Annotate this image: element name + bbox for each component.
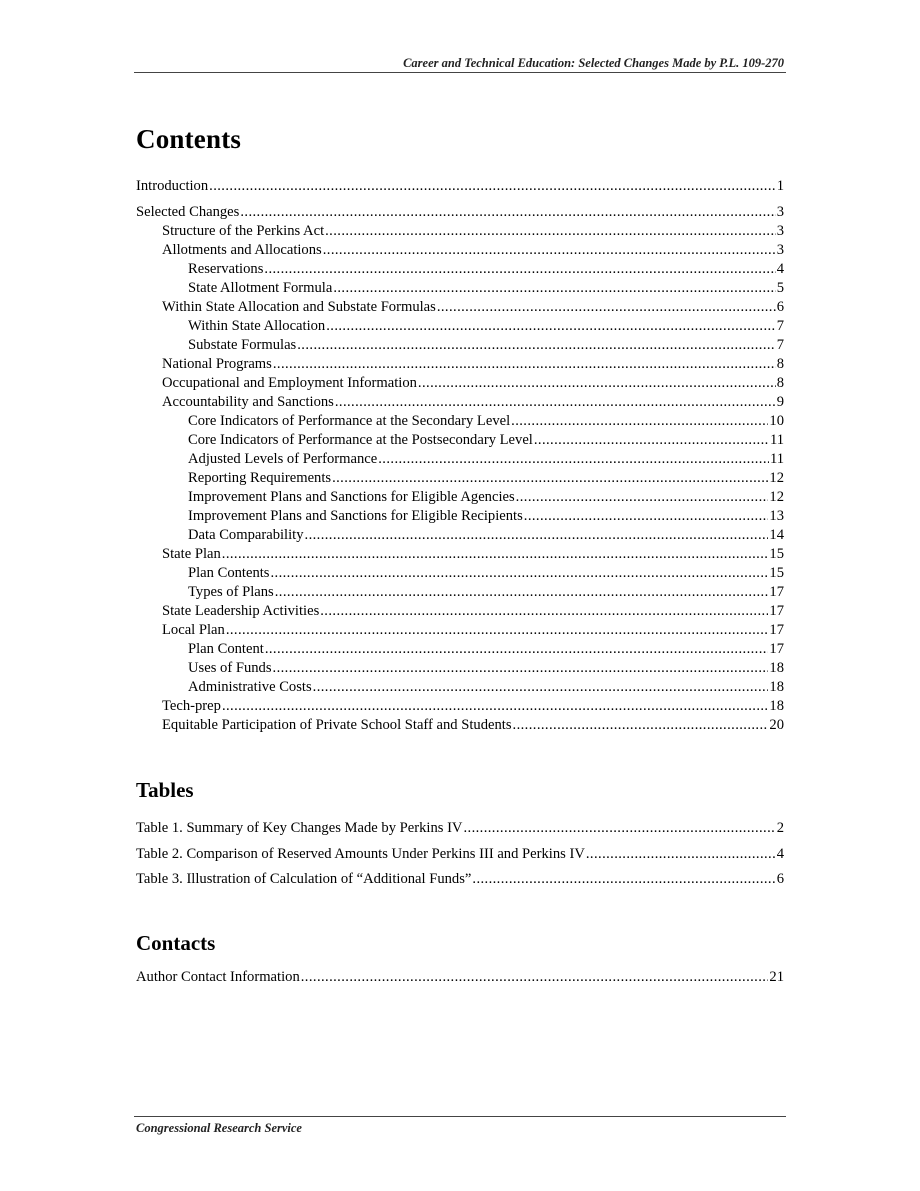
toc-entry-title: State Leadership Activities xyxy=(162,603,320,619)
toc-entry-page: 1 xyxy=(776,178,784,194)
toc-entry-page: 8 xyxy=(776,375,784,391)
toc-entry[interactable] xyxy=(136,374,784,393)
toc-entry[interactable] xyxy=(136,279,784,298)
dot-leader xyxy=(222,697,768,716)
toc-entry[interactable] xyxy=(136,507,784,526)
toc-entry-title: Within State Allocation xyxy=(188,318,326,334)
toc-entry[interactable] xyxy=(136,393,784,412)
toc-entry[interactable] xyxy=(136,678,784,697)
toc-entry-page: 17 xyxy=(769,622,784,638)
toc-entry-title: Plan Contents xyxy=(188,565,270,581)
toc-entry-title: Substate Formulas xyxy=(188,337,297,353)
toc-entry-title: Uses of Funds xyxy=(188,660,272,676)
dot-leader xyxy=(586,842,776,868)
toc-entry[interactable] xyxy=(136,203,784,222)
toc-entry[interactable] xyxy=(136,317,784,336)
toc-entry[interactable] xyxy=(136,336,784,355)
toc-entry-title: Occupational and Employment Information xyxy=(162,375,417,391)
dot-leader xyxy=(226,621,769,640)
dot-leader xyxy=(325,222,776,241)
toc-entry-title: Reporting Requirements xyxy=(188,470,332,486)
toc-entry[interactable] xyxy=(136,431,784,450)
dot-leader xyxy=(516,488,769,507)
toc-entry-title: Adjusted Levels of Performance xyxy=(188,451,378,467)
dot-leader xyxy=(222,545,769,564)
toc-entry-page: 14 xyxy=(769,527,784,543)
toc-entry-title: State Plan xyxy=(162,546,221,562)
toc-entry[interactable] xyxy=(136,659,784,678)
dot-leader xyxy=(511,412,768,431)
toc-entry[interactable] xyxy=(136,469,784,488)
toc-entry-page: 5 xyxy=(776,280,784,296)
toc-entry-title: Structure of the Perkins Act xyxy=(162,223,325,239)
toc-entry-title: Table 3. Illustration of Calculation of “Additional Funds” xyxy=(136,871,472,887)
toc-entry-page: 17 xyxy=(769,603,784,619)
dot-leader xyxy=(418,374,776,393)
toc-entry-title: Administrative Costs xyxy=(188,679,312,695)
toc-entry-title: Selected Changes xyxy=(136,204,240,220)
toc-entry-title: Within State Allocation and Substate Formulas xyxy=(162,299,436,315)
toc-entry[interactable] xyxy=(136,355,784,374)
toc-entry-page: 15 xyxy=(769,546,784,562)
toc-entry-title: Local Plan xyxy=(162,622,225,638)
running-header: Career and Technical Education: Selected Changes Made by P.L. 109-270 xyxy=(403,56,784,70)
dot-leader xyxy=(320,602,768,621)
toc-entry[interactable] xyxy=(136,564,784,583)
toc-entry[interactable] xyxy=(136,222,784,241)
toc-entry-title: Core Indicators of Performance at the Secondary Level xyxy=(188,413,511,429)
toc-entry[interactable] xyxy=(136,412,784,431)
toc-entry-page: 3 xyxy=(776,204,784,220)
toc-entry-page: 3 xyxy=(776,242,784,258)
toc-entry-title: Table 2. Comparison of Reserved Amounts Under Perkins III and Perkins IV xyxy=(136,845,585,862)
toc-entry-page: 17 xyxy=(769,641,784,657)
toc-entry[interactable] xyxy=(136,298,784,317)
toc-entry[interactable] xyxy=(136,716,784,735)
dot-leader xyxy=(326,317,775,336)
dot-leader xyxy=(305,526,769,545)
toc-entry[interactable] xyxy=(136,842,784,868)
contacts-heading: Contacts xyxy=(136,931,216,955)
toc-entry-title: Core Indicators of Performance at the Postsecondary Level xyxy=(188,432,533,448)
toc-entry-title: Improvement Plans and Sanctions for Eligible Agencies xyxy=(188,489,515,505)
footer-divider xyxy=(134,1116,786,1117)
dot-leader xyxy=(524,507,769,526)
toc-entry[interactable] xyxy=(136,697,784,716)
toc-entry[interactable] xyxy=(136,621,784,640)
dot-leader xyxy=(275,583,769,602)
toc-entry-page: 4 xyxy=(776,261,784,277)
toc-entry[interactable] xyxy=(136,545,784,564)
dot-leader xyxy=(273,659,769,678)
dot-leader xyxy=(378,450,769,469)
toc-entry[interactable] xyxy=(136,602,784,621)
toc-entry-page: 9 xyxy=(776,394,784,410)
toc-entry-title: Accountability and Sanctions xyxy=(162,394,334,410)
contacts-list xyxy=(136,968,784,987)
toc-entry-page: 11 xyxy=(769,432,784,448)
toc-entry-page: 20 xyxy=(769,717,784,733)
dot-leader xyxy=(437,298,776,317)
header-divider xyxy=(134,72,786,73)
dot-leader xyxy=(209,177,776,196)
dot-leader xyxy=(463,816,775,842)
toc-entry-page: 11 xyxy=(769,451,784,467)
toc-entry[interactable] xyxy=(136,450,784,469)
toc-entry[interactable] xyxy=(136,260,784,279)
dot-leader xyxy=(513,716,769,735)
dot-leader xyxy=(323,241,776,260)
toc-entry[interactable] xyxy=(136,816,784,842)
toc-entry-page: 2 xyxy=(776,820,784,836)
toc-entry-title: Introduction xyxy=(136,178,209,194)
dot-leader xyxy=(313,678,769,697)
tables-list xyxy=(136,816,784,893)
toc-entry-title: Allotments and Allocations xyxy=(162,242,322,258)
toc-entry[interactable] xyxy=(136,968,784,987)
toc-entry-page: 7 xyxy=(776,337,784,353)
toc-entry-title: Author Contact Information xyxy=(136,969,300,985)
toc-entry[interactable] xyxy=(136,583,784,602)
toc-entry-page: 4 xyxy=(776,845,784,862)
toc-entry-title: Types of Plans xyxy=(188,584,274,600)
toc-entry-page: 6 xyxy=(776,299,784,315)
toc-entry-page: 17 xyxy=(769,584,784,600)
contents-heading: Contents xyxy=(136,124,242,154)
toc-entry-page: 3 xyxy=(776,223,784,239)
toc-entry-title: State Allotment Formula xyxy=(188,280,333,296)
dot-leader xyxy=(333,279,775,298)
toc-entry[interactable] xyxy=(136,488,784,507)
toc-entry-page: 13 xyxy=(769,508,784,524)
tables-heading: Tables xyxy=(136,778,194,802)
dot-leader xyxy=(534,431,769,450)
dot-leader xyxy=(240,203,775,222)
toc-entry[interactable] xyxy=(136,241,784,260)
toc-entry-page: 15 xyxy=(769,565,784,581)
toc-entry-title: Tech-prep xyxy=(162,698,221,714)
toc-entry-page: 21 xyxy=(769,969,784,985)
toc-entry-title: Reservations xyxy=(188,261,264,277)
toc-entry-title: Equitable Participation of Private School Staff and Students xyxy=(162,717,512,733)
toc-entry-page: 6 xyxy=(776,871,784,887)
toc-entry-title: Plan Content xyxy=(188,641,264,657)
toc-entry[interactable] xyxy=(136,867,784,893)
toc-entry-page: 18 xyxy=(769,698,784,714)
dot-leader xyxy=(264,260,775,279)
toc-entry[interactable] xyxy=(136,177,784,196)
dot-leader xyxy=(332,469,768,488)
dot-leader xyxy=(270,564,768,583)
toc-entry-title: Improvement Plans and Sanctions for Eligible Recipients xyxy=(188,508,523,524)
toc-entry-page: 8 xyxy=(776,356,784,372)
dot-leader xyxy=(297,336,775,355)
toc-entry[interactable] xyxy=(136,640,784,659)
toc-entry-page: 12 xyxy=(769,470,784,486)
toc-entry-page: 18 xyxy=(769,679,784,695)
toc-entry-title: Data Comparability xyxy=(188,527,304,543)
toc-entry-title: Table 1. Summary of Key Changes Made by Perkins IV xyxy=(136,820,463,836)
footer-organization: Congressional Research Service xyxy=(136,1121,302,1135)
dot-leader xyxy=(265,640,769,659)
dot-leader xyxy=(472,867,775,893)
contents-list xyxy=(136,177,784,735)
dot-leader xyxy=(335,393,776,412)
toc-entry-title: National Programs xyxy=(162,356,272,372)
dot-leader xyxy=(301,968,769,987)
dot-leader xyxy=(273,355,776,374)
toc-entry[interactable] xyxy=(136,526,784,545)
toc-entry-page: 18 xyxy=(769,660,784,676)
toc-entry-page: 12 xyxy=(769,489,784,505)
toc-entry-page: 7 xyxy=(776,318,784,334)
toc-entry-page: 10 xyxy=(769,413,784,429)
